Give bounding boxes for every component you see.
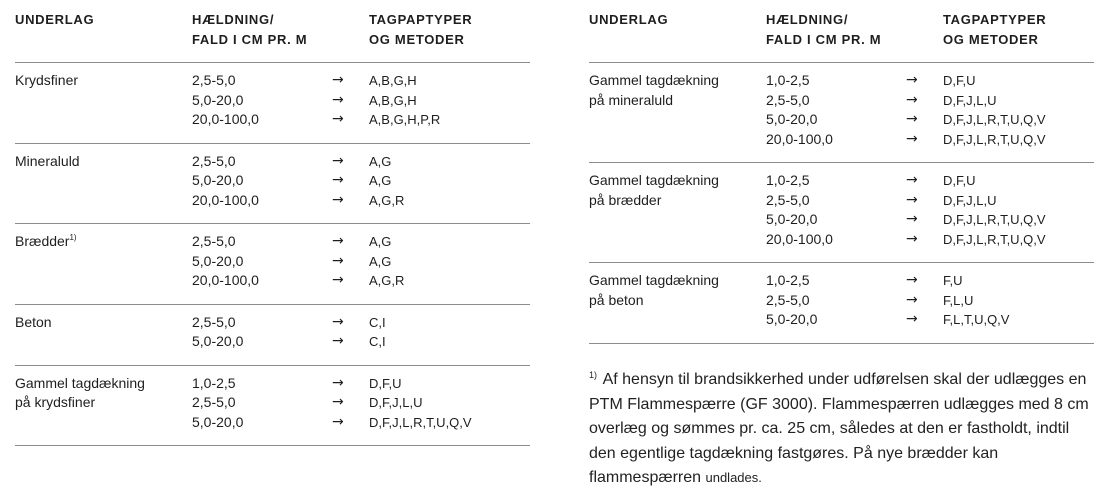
header-tagpaptyper: TAGPAPTYPER OG METODER [369,12,473,47]
table-row [15,271,530,291]
slope-range: 1,0-2,5 [766,172,810,188]
slope-range: 2,5-5,0 [192,394,236,410]
arrow-right-icon: → [332,91,344,108]
slope-range: 5,0-20,0 [192,172,244,188]
footnote-text: Af hensyn til brandsikkerhed under udførelsen skal der udlægges en PTM Flammespærre (GF 3000). Flammespærren udlægges med 8 cm overlæg og sømmes pr. ca. 25 cm, således at den er fastholdt, indtil den egentlige tagdækning fastgøres. På nye brædder kan flammespærren [589,371,1089,486]
slope-range: 2,5-5,0 [192,152,236,169]
arrow-right-icon: → [906,91,918,108]
methods: A,G,R [369,273,405,288]
methods: C,I [369,314,386,330]
table-row [15,374,530,394]
arrow-right-icon: → [332,333,344,349]
table-header [589,0,1094,63]
methods: A,G [369,234,392,249]
table-group [15,366,530,447]
table-row [15,171,530,191]
arrow-right-icon: → [332,172,344,188]
methods: D,F,J,L,R,T,U,Q,V [943,231,1046,247]
table-group [589,263,1094,344]
header-tagpaptyper: TAGPAPTYPER OG METODER [943,12,1047,47]
methods: D,F,J,L,U [943,192,997,208]
table-row [15,413,530,433]
table-row [589,71,1094,91]
table-row [589,291,1094,311]
slope-range: 5,0-20,0 [192,91,244,108]
slope-range: 5,0-20,0 [192,252,244,269]
table-row [15,110,530,130]
table-row [15,393,530,413]
header-underlag: UNDERLAG [589,12,669,27]
methods: D,F,J,L,U [943,92,997,108]
methods: A,B,G,H [369,92,417,108]
arrow-right-icon: → [332,152,344,169]
table-row [15,91,530,111]
arrow-right-icon: → [332,252,344,269]
arrow-right-icon: → [332,394,344,410]
table-row [589,310,1094,330]
methods: C,I [369,334,386,349]
table-group [589,63,1094,163]
arrow-right-icon: → [332,374,344,391]
methods: D,F,J,L,U [369,395,423,410]
table-group [15,224,530,305]
arrow-right-icon: → [906,130,918,147]
slope-range: 5,0-20,0 [766,111,818,127]
footnote-tail: undlades. [705,470,762,485]
arrow-right-icon: → [906,291,918,308]
arrow-right-icon: → [332,272,344,288]
footnote [589,368,1094,491]
slope-range: 20,0-100,0 [766,230,833,247]
arrow-right-icon: → [332,313,344,330]
slope-range: 5,0-20,0 [192,333,244,349]
methods: A,B,G,H [369,73,417,88]
slope-range: 2,5-5,0 [192,313,236,330]
methods: D,F,U [369,375,402,391]
substrate-label: Krydsfiner [15,72,79,88]
table-row [589,271,1094,291]
methods: F,L,U [943,292,974,308]
slope-range: 1,0-2,5 [766,72,810,88]
table-group [15,63,530,144]
slope-range: 5,0-20,0 [766,311,818,327]
table-group [15,305,530,366]
slope-range: 20,0-100,0 [766,130,833,147]
slope-range: 20,0-100,0 [192,272,259,288]
table-row [589,171,1094,191]
substrate-label: Mineraluld [15,152,80,169]
left-table [15,0,530,446]
substrate-label: Brædder [15,233,70,249]
methods: D,F,J,L,R,T,U,Q,V [943,131,1046,147]
slope-range: 2,5-5,0 [766,291,810,308]
arrow-right-icon: → [906,172,918,188]
arrow-right-icon: → [332,233,344,249]
header-underlag: UNDERLAG [15,12,95,27]
table-group [589,163,1094,263]
methods: D,F,U [943,173,976,188]
table-row [15,71,530,91]
table-row [15,232,530,252]
table-row [15,332,530,352]
table-row [15,152,530,172]
header-haeldning: HÆLDNING/ FALD I CM PR. M [766,12,882,47]
table-row [15,252,530,272]
table-row [589,210,1094,230]
slope-range: 1,0-2,5 [192,374,236,391]
arrow-right-icon: → [906,191,918,208]
methods: D,F,U [943,73,976,88]
arrow-right-icon: → [332,191,344,208]
methods: D,F,J,L,R,T,U,Q,V [369,414,472,430]
methods: A,G [369,173,392,188]
slope-range: 2,5-5,0 [766,191,810,208]
arrow-right-icon: → [906,311,918,327]
arrow-right-icon: → [332,111,344,127]
footnote-marker: 1) [69,233,77,242]
substrate-label: Gammel tagdækning på beton [589,272,719,308]
methods: F,U [943,273,963,288]
substrate-label: Gammel tagdækning på mineraluld [589,72,719,108]
slope-range: 5,0-20,0 [766,211,818,227]
table-row [589,130,1094,150]
table-row [589,230,1094,250]
methods: D,F,J,L,R,T,U,Q,V [943,212,1046,227]
methods: F,L,T,U,Q,V [943,312,1010,327]
table-group [15,144,530,225]
arrow-right-icon: → [332,72,344,88]
table-row [589,110,1094,130]
slope-range: 5,0-20,0 [192,413,244,430]
arrow-right-icon: → [906,272,918,288]
arrow-right-icon: → [906,72,918,88]
methods: A,G [369,253,392,269]
table-header [15,0,530,63]
methods: A,B,G,H,P,R [369,112,441,127]
methods: A,G [369,153,392,169]
slope-range: 1,0-2,5 [766,272,810,288]
slope-range: 2,5-5,0 [766,91,810,108]
table-row [589,91,1094,111]
right-table [589,0,1094,344]
table-row [15,191,530,211]
footnote-mark: 1) [589,370,598,380]
table-row [15,313,530,333]
slope-range: 2,5-5,0 [192,72,236,88]
substrate-label: Beton [15,313,52,330]
slope-range: 2,5-5,0 [192,233,236,249]
methods: A,G,R [369,192,405,208]
arrow-right-icon: → [906,230,918,247]
substrate-label: Gammel tagdækning på krydsfiner [15,374,145,410]
slope-range: 20,0-100,0 [192,111,259,127]
methods: D,F,J,L,R,T,U,Q,V [943,112,1046,127]
substrate-label: Gammel tagdækning på brædder [589,172,719,208]
arrow-right-icon: → [906,211,918,227]
header-haeldning: HÆLDNING/ FALD I CM PR. M [192,12,308,47]
slope-range: 20,0-100,0 [192,191,259,208]
arrow-right-icon: → [906,111,918,127]
table-row [589,191,1094,211]
arrow-right-icon: → [332,413,344,430]
